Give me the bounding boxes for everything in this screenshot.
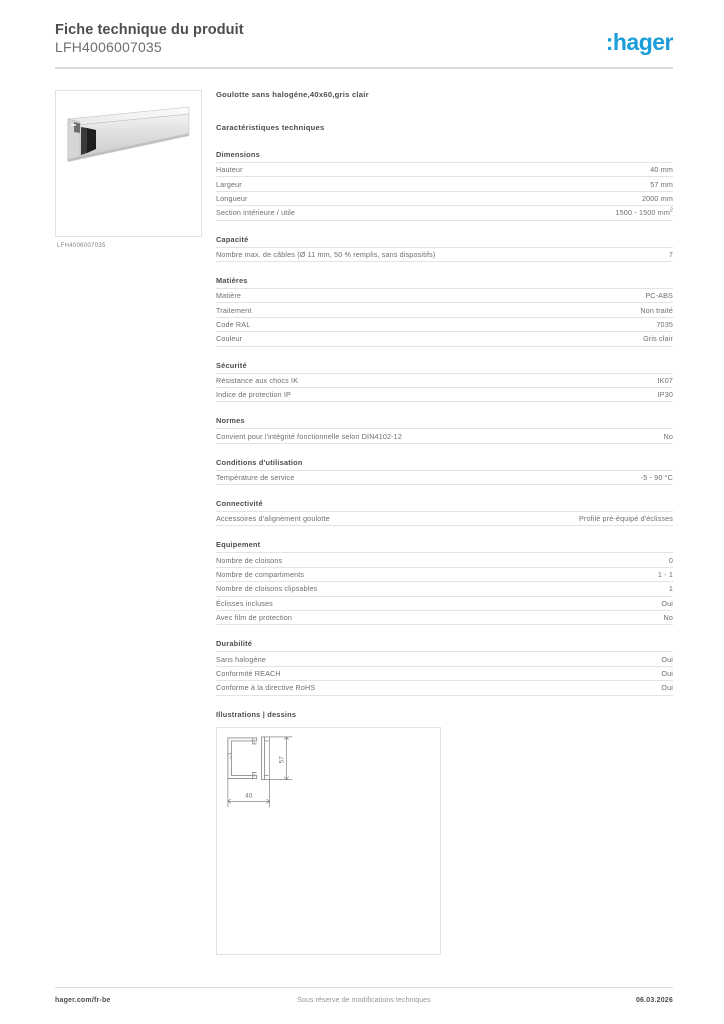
- spec-key: Hauteur: [216, 163, 445, 177]
- spec-key: Éclisses incluses: [216, 596, 445, 610]
- spec-key: Matière: [216, 288, 445, 302]
- spec-group-title: Sécurité: [216, 360, 247, 370]
- spec-value: 1 - 1: [445, 567, 674, 581]
- table-row: [216, 567, 673, 581]
- spec-group-title: Equipement: [216, 540, 261, 550]
- spec-value: Gris clair: [445, 332, 674, 346]
- spec-key: Conformité REACH: [216, 666, 445, 680]
- spec-key: Indice de protection IP: [216, 387, 445, 401]
- product-photo-image: [56, 91, 201, 236]
- spec-key: Convient pour l'intégrité fonctionnelle selon DIN4102-12: [216, 429, 445, 443]
- spec-group: [216, 639, 673, 695]
- footer-date: 06.03.2026: [635, 997, 673, 1004]
- spec-key: Couleur: [216, 332, 445, 346]
- spec-value: PC-ABS: [445, 288, 674, 302]
- spec-group-title: Normes: [216, 416, 245, 426]
- technical-drawing: [216, 727, 441, 955]
- page-header: [55, 22, 673, 66]
- spec-value: 7: [445, 247, 674, 261]
- product-photo: [55, 90, 202, 237]
- spec-key: Nombre de cloisons: [216, 553, 445, 567]
- table-row: [216, 470, 673, 484]
- spec-table: [216, 511, 673, 526]
- spec-key: Avec film de protection: [216, 611, 445, 625]
- spec-key: Sans halogène: [216, 652, 445, 666]
- spec-content: [216, 90, 673, 955]
- spec-groups: [216, 150, 673, 696]
- spec-group: [216, 276, 673, 347]
- spec-table: [216, 162, 673, 221]
- spec-value: Non traité: [445, 303, 674, 317]
- table-row: [216, 206, 673, 220]
- spec-key: Conforme à la directive RoHS: [216, 681, 445, 695]
- spec-key: Code RAL: [216, 317, 445, 331]
- table-row: [216, 666, 673, 680]
- spec-group: [216, 416, 673, 443]
- spec-value: Oui: [445, 652, 674, 666]
- spec-key: Nombre max. de câbles (Ø 11 mm, 50 % remplis, sans dispositifs): [216, 247, 445, 261]
- header-divider: [55, 67, 673, 69]
- specs-title: Caractéristiques techniques: [216, 123, 325, 132]
- table-row: [216, 191, 673, 205]
- spec-value: IP30: [445, 387, 674, 401]
- hager-logo: :hager: [605, 29, 673, 55]
- spec-value-text: 1500 - 1500 mm: [615, 208, 670, 218]
- spec-value: No: [445, 611, 674, 625]
- spec-table: [216, 288, 673, 347]
- spec-key: Température de service: [216, 470, 445, 484]
- table-row: [216, 582, 673, 596]
- spec-value: -5 - 90 °C: [445, 470, 674, 484]
- spec-key: Résistance aux chocs IK: [216, 373, 445, 387]
- technical-drawing-image: [217, 728, 440, 954]
- drawing-tick-label: 1: [229, 755, 232, 760]
- spec-group-title: Matières: [216, 275, 248, 285]
- spec-key: Largeur: [216, 177, 445, 191]
- spec-group: [216, 150, 673, 221]
- table-row: [216, 163, 673, 177]
- table-row: [216, 373, 673, 387]
- table-row: [216, 303, 673, 317]
- illustrations-title: Illustrations | dessins: [216, 709, 297, 719]
- spec-key: Nombre de cloisons clipsables: [216, 582, 445, 596]
- spec-group: [216, 540, 673, 625]
- table-row: [216, 247, 673, 261]
- spec-key: Accessoires d'alignement goulotte: [216, 512, 445, 526]
- spec-value: 7035: [445, 317, 674, 331]
- table-row: [216, 387, 673, 401]
- spec-group: [216, 361, 673, 403]
- spec-value: IK07: [445, 373, 674, 387]
- spec-table: [216, 428, 673, 443]
- spec-table: [216, 373, 673, 403]
- spec-table: [216, 247, 673, 262]
- spec-group-title: Capacité: [216, 234, 249, 244]
- spec-key: Longueur: [216, 191, 445, 205]
- spec-value: [445, 206, 674, 220]
- table-row: [216, 288, 673, 302]
- table-row: [216, 553, 673, 567]
- spec-value: 40 mm: [445, 163, 674, 177]
- product-name: Goulotte sans halogéne,40x60,gris clair: [216, 90, 369, 99]
- product-reference: LFH4006007035: [55, 39, 162, 55]
- table-row: [216, 681, 673, 695]
- spec-table: [216, 552, 673, 625]
- spec-value: Profilé pré-équipé d'éclisses: [445, 512, 674, 526]
- spec-group: [216, 499, 673, 526]
- page-footer: [55, 997, 673, 1009]
- spec-key: Traitement: [216, 303, 445, 317]
- page-title: Fiche technique du produit: [55, 22, 244, 38]
- spec-value: 0: [445, 553, 674, 567]
- spec-group-title: Dimensions: [216, 150, 260, 159]
- drawing-tick-label: 1: [253, 773, 256, 778]
- spec-value-superscript: 2: [669, 207, 673, 214]
- table-row: [216, 596, 673, 610]
- spec-group: [216, 235, 673, 262]
- drawing-tick-label: 1: [253, 738, 256, 743]
- product-photo-caption: LFH4006007035: [57, 243, 106, 249]
- spec-value: 57 mm: [445, 177, 674, 191]
- drawing-width-label: 40: [245, 791, 253, 799]
- footer-disclaimer: Sous réserve de modifications techniques: [297, 997, 431, 1004]
- table-row: [216, 317, 673, 331]
- spec-group-title: Conditions d'utilisation: [216, 457, 303, 467]
- footer-site-link[interactable]: hager.com/fr-be: [55, 997, 111, 1004]
- table-row: [216, 429, 673, 443]
- spec-value: 2000 mm: [445, 191, 674, 205]
- spec-group-title: Durabilité: [216, 639, 253, 649]
- table-row: [216, 177, 673, 191]
- spec-key: Nombre de compartiments: [216, 567, 445, 581]
- table-row: [216, 652, 673, 666]
- footer-divider: [55, 987, 673, 988]
- table-row: [216, 512, 673, 526]
- spec-value: No: [445, 429, 674, 443]
- spec-table: [216, 651, 673, 695]
- spec-group: [216, 458, 673, 485]
- spec-value: Oui: [445, 596, 674, 610]
- table-row: [216, 611, 673, 625]
- spec-value: Oui: [445, 666, 674, 680]
- drawing-height-label: 57: [278, 755, 286, 763]
- spec-key: Section intérieure / utile: [216, 206, 445, 220]
- spec-group-title: Connectivité: [216, 499, 263, 509]
- spec-value: 1: [445, 582, 674, 596]
- spec-value: Oui: [445, 681, 674, 695]
- spec-table: [216, 470, 673, 485]
- table-row: [216, 332, 673, 346]
